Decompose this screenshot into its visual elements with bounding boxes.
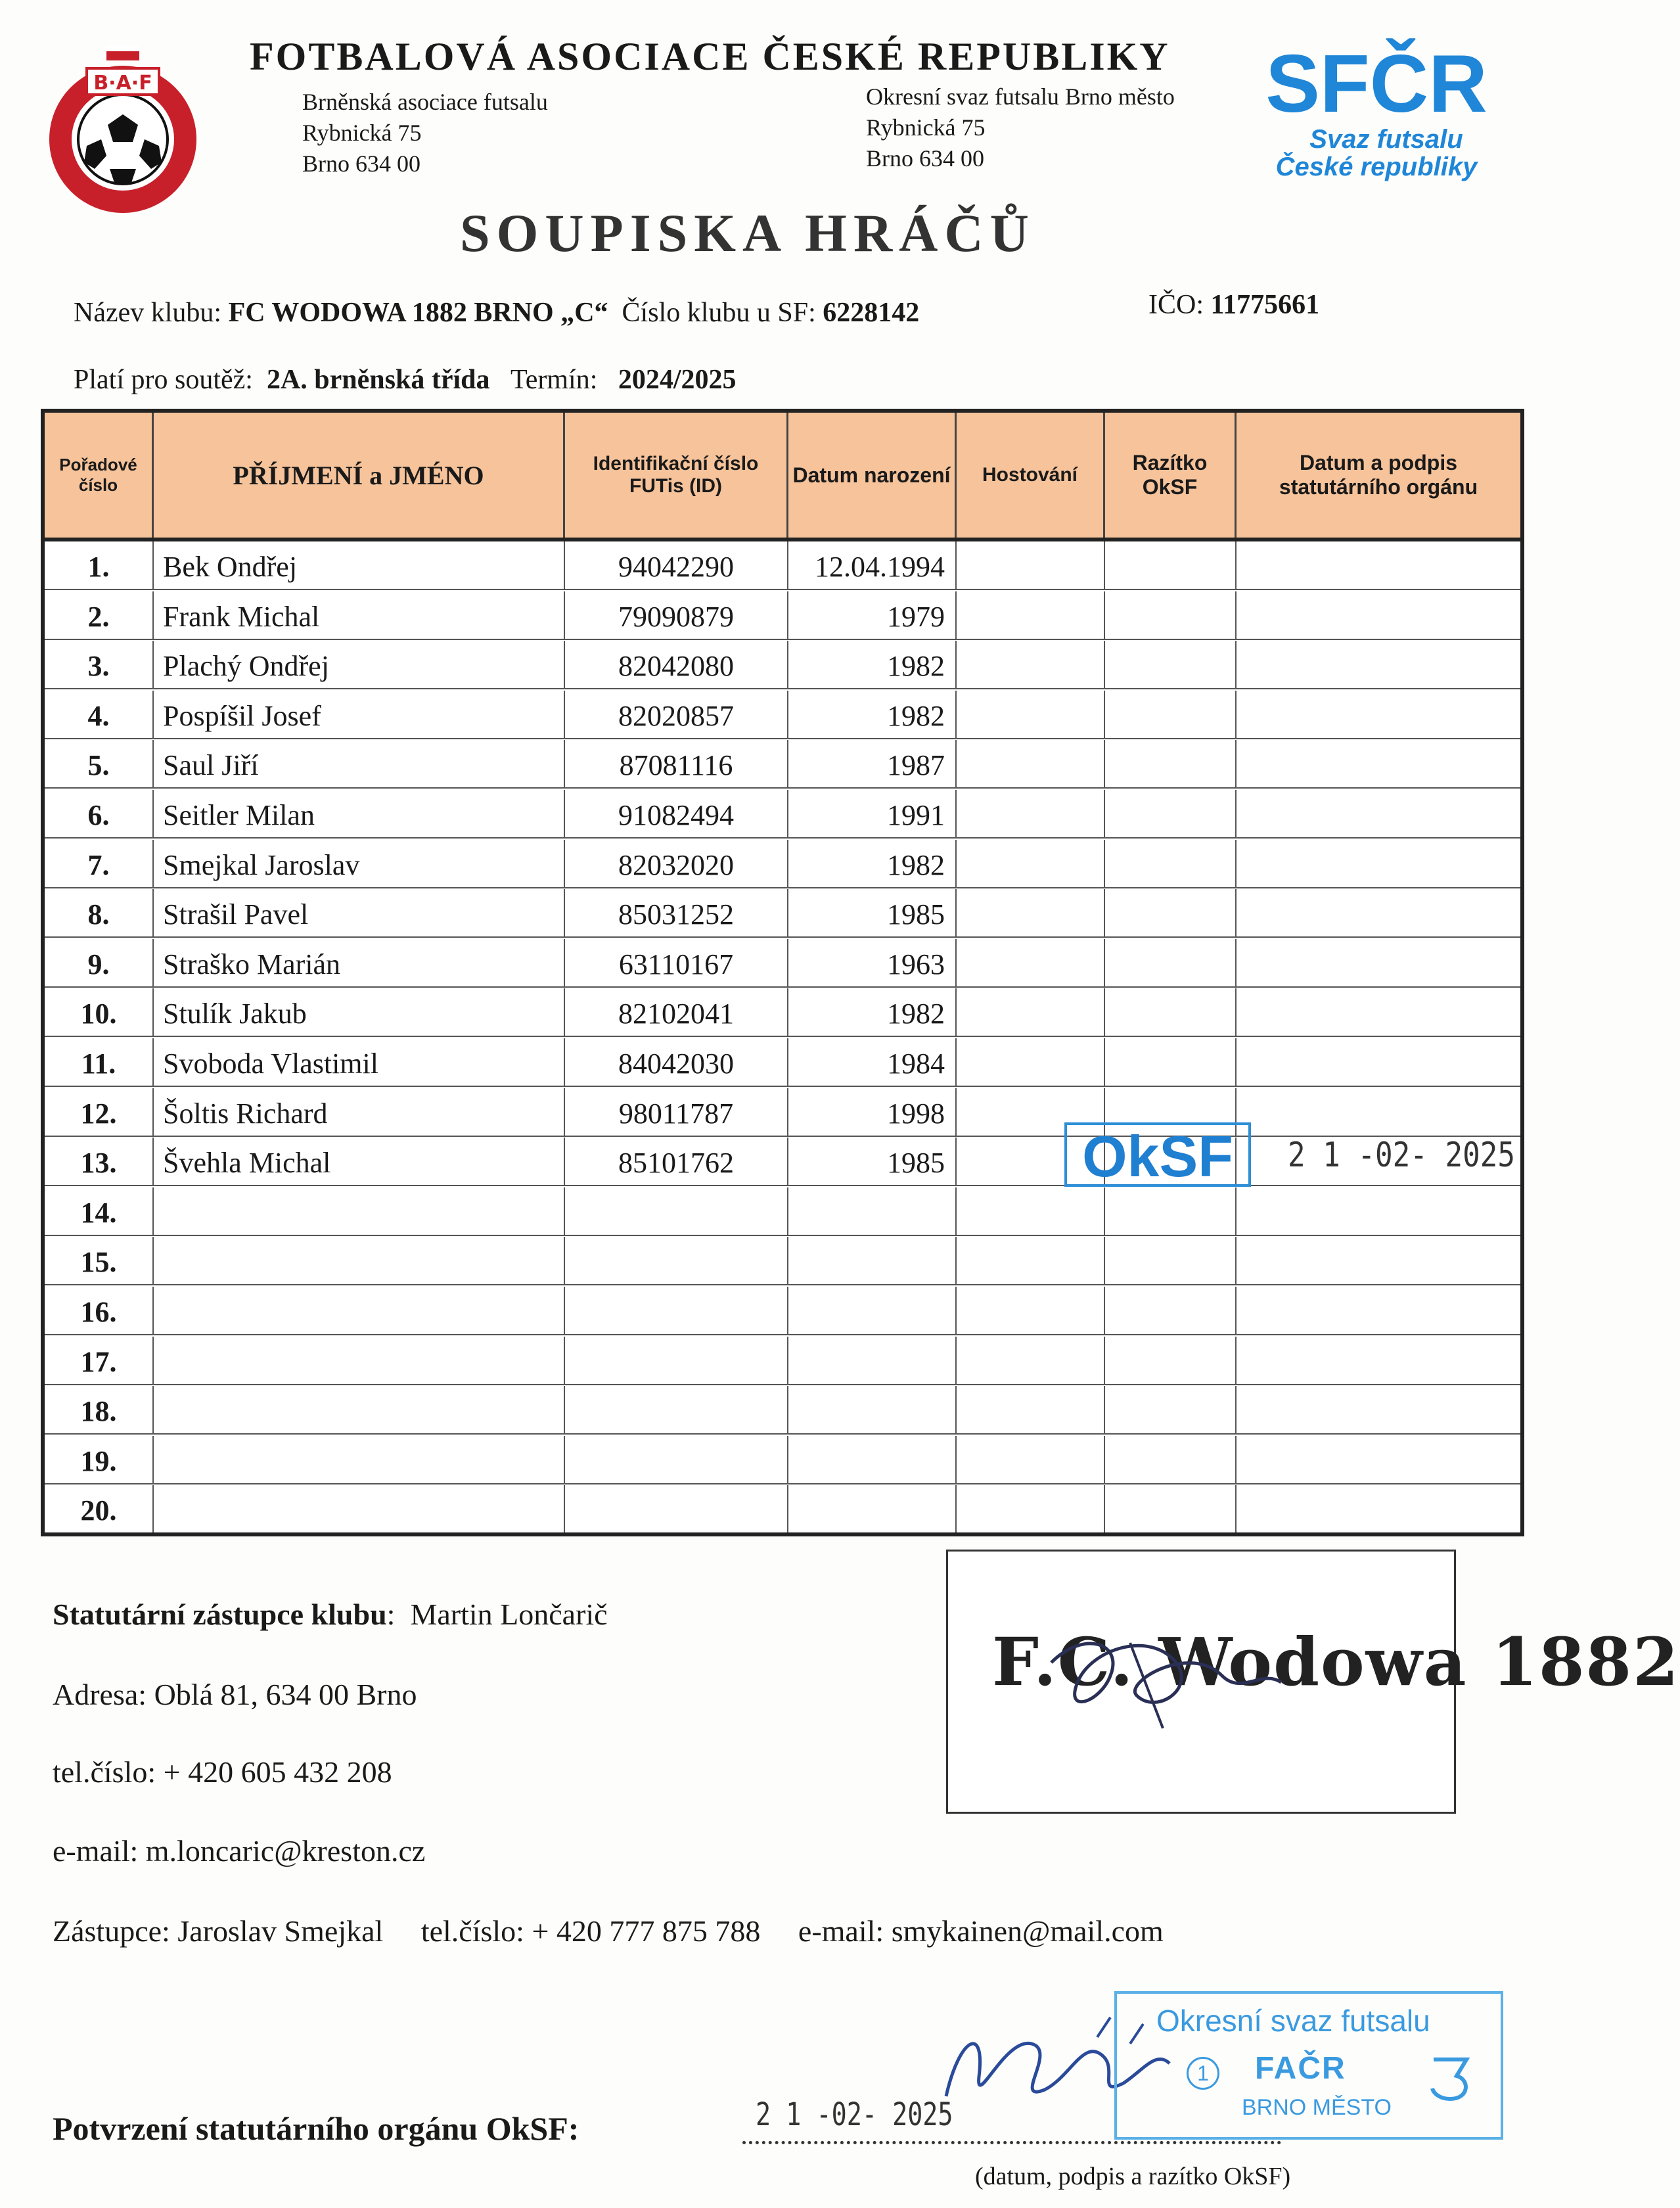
cell-birth	[788, 1436, 957, 1483]
cell-loan	[957, 1187, 1105, 1235]
cell-birth	[788, 1485, 957, 1532]
cell-loan	[957, 1386, 1105, 1433]
cell-signature	[1237, 1237, 1520, 1284]
table-row	[45, 591, 1520, 640]
cell-signature	[1237, 1287, 1520, 1334]
cell-name	[154, 1337, 565, 1384]
cell-name	[154, 1187, 565, 1235]
cell-signature	[1237, 691, 1520, 738]
cell-stamp	[1105, 1436, 1237, 1483]
cell-loan	[957, 1287, 1105, 1334]
sfcr-logo-line2: České republiky	[1275, 152, 1478, 181]
cell-signature	[1237, 740, 1520, 787]
confirmation-note: (datum, podpis a razítko OkSF)	[975, 2163, 1291, 2190]
cell-birth	[788, 1237, 957, 1284]
cell-id	[565, 1287, 788, 1334]
cell-stamp	[1105, 889, 1237, 936]
official-stamp-number: 1	[1187, 2057, 1219, 2090]
sfcr-logo	[1258, 36, 1495, 187]
col-header-id: Identifikační číslo FUTis (ID)	[565, 413, 788, 538]
cell-loan	[957, 1038, 1105, 1086]
cell-birth: 1998	[788, 1088, 957, 1136]
phone-label: tel.číslo:	[53, 1755, 156, 1789]
cell-name: Seitler Milan	[154, 790, 565, 837]
cell-stamp	[1105, 988, 1237, 1036]
cell-order: 3.	[45, 641, 154, 688]
cell-name: Bek Ondřej	[154, 541, 565, 589]
cell-birth: 1985	[788, 889, 957, 936]
cell-signature	[1237, 541, 1520, 589]
oksf-stamp: OkSF	[1064, 1122, 1251, 1187]
statutory-rep-name: Martin Lončarič	[410, 1598, 608, 1631]
table-row	[45, 641, 1520, 689]
table-row	[45, 1287, 1520, 1335]
cell-stamp	[1105, 1187, 1237, 1235]
cell-name	[154, 1287, 565, 1334]
cell-order: 13.	[45, 1138, 154, 1185]
club-stamp: F.C. Wodowa 1882	[992, 1623, 1680, 1701]
oksf-stamp-date: 2 1 -02- 2025	[1288, 1136, 1515, 1175]
cell-signature	[1237, 1187, 1520, 1235]
cell-birth	[788, 1337, 957, 1384]
cell-order: 18.	[45, 1386, 154, 1433]
table-header	[45, 413, 1520, 541]
confirmation-label: Potvrzení statutárního orgánu OkSF:	[53, 2110, 579, 2147]
cell-name	[154, 1436, 565, 1483]
cell-loan	[957, 740, 1105, 787]
cell-loan	[957, 840, 1105, 887]
cell-signature	[1237, 889, 1520, 936]
cell-stamp	[1105, 1485, 1237, 1532]
baf-logo	[41, 34, 205, 218]
address-line	[53, 1677, 417, 1712]
email-value: m.loncaric@kreston.cz	[145, 1834, 426, 1868]
cell-order: 10.	[45, 988, 154, 1036]
table-row	[45, 691, 1520, 739]
cell-stamp	[1105, 641, 1237, 688]
club-name-label: Název klubu:	[74, 298, 222, 328]
cell-stamp	[1105, 1237, 1237, 1284]
deputy-email: smykainen@mail.com	[891, 1914, 1164, 1948]
deputy-phone-label: tel.číslo:	[420, 1914, 524, 1948]
cell-name: Straško Marián	[154, 939, 565, 986]
address-value: Oblá 81, 634 00 Brno	[154, 1678, 417, 1711]
cell-signature	[1237, 1436, 1520, 1483]
col-header-stamp: Razítko OkSF	[1105, 413, 1237, 538]
deputy-phone: + 420 777 875 788	[532, 1914, 761, 1948]
cell-order: 1.	[45, 541, 154, 589]
cell-name: Plachý Ondřej	[154, 641, 565, 688]
cell-stamp	[1105, 1337, 1237, 1384]
cell-loan	[957, 790, 1105, 837]
cell-signature	[1237, 1038, 1520, 1086]
cell-id: 98011787	[565, 1088, 788, 1136]
cell-name: Smejkal Jaroslav	[154, 840, 565, 887]
left-org-address	[302, 87, 548, 179]
cell-birth: 1987	[788, 740, 957, 787]
col-header-order: Pořadové číslo	[45, 413, 154, 538]
cell-id	[565, 1237, 788, 1284]
col-header-signature: Datum a podpis statutárního orgánu	[1279, 451, 1478, 499]
confirmation-dotted-line	[742, 2141, 1281, 2144]
sfcr-logo-mark: SFČR	[1265, 39, 1487, 129]
table-row	[45, 1237, 1520, 1285]
table-row	[45, 1436, 1520, 1484]
cell-id	[565, 1337, 788, 1384]
official-stamp-line3: BRNO MĚSTO	[1242, 2095, 1392, 2120]
cell-stamp	[1105, 790, 1237, 837]
club-signature	[1025, 1603, 1301, 1735]
official-stamp-emblem-icon	[1420, 2046, 1480, 2105]
cell-loan	[957, 1436, 1105, 1483]
cell-signature	[1237, 840, 1520, 887]
table-row	[45, 1386, 1520, 1435]
cell-signature	[1237, 790, 1520, 837]
competition-value: 2A. brněnská třída	[266, 365, 490, 395]
official-stamp-line2: FAČR	[1255, 2051, 1346, 2086]
official-stamp-line1: Okresní svaz futsalu	[1156, 2004, 1430, 2038]
federation-title: FOTBALOVÁ ASOCIACE ČESKÉ REPUBLIKY	[250, 35, 1170, 78]
roster-table	[41, 409, 1524, 1536]
col-header-loan: Hostování	[957, 413, 1105, 538]
deputy-name: Jaroslav Smejkal	[177, 1914, 384, 1948]
cell-id: 91082494	[565, 790, 788, 837]
cell-name: Strašil Pavel	[154, 889, 565, 936]
cell-loan	[957, 1237, 1105, 1284]
cell-stamp	[1105, 591, 1237, 639]
cell-order: 7.	[45, 840, 154, 887]
statutory-rep-label: Statutární zástupce klubu	[53, 1598, 387, 1631]
table-row	[45, 740, 1520, 789]
term-label: Termín:	[511, 365, 598, 395]
cell-loan	[957, 1337, 1105, 1384]
cell-birth: 1982	[788, 641, 957, 688]
table-row	[45, 1485, 1520, 1534]
cell-signature	[1237, 591, 1520, 639]
cell-birth: 1991	[788, 790, 957, 837]
table-row	[45, 939, 1520, 988]
cell-id: 87081116	[565, 740, 788, 787]
cell-loan	[957, 541, 1105, 589]
cell-signature	[1237, 988, 1520, 1036]
cell-id	[565, 1187, 788, 1235]
cell-id: 85101762	[565, 1138, 788, 1185]
deputy-line	[53, 1914, 1164, 1948]
cell-signature	[1237, 1386, 1520, 1433]
cell-stamp	[1105, 1038, 1237, 1086]
table-row	[45, 1337, 1520, 1385]
cell-order: 11.	[45, 1038, 154, 1086]
sf-number-label: Číslo klubu u SF:	[622, 298, 816, 328]
cell-loan	[957, 1485, 1105, 1532]
cell-stamp	[1105, 1386, 1237, 1433]
sf-number: 6228142	[823, 298, 920, 328]
cell-id	[565, 1386, 788, 1433]
table-row	[45, 790, 1520, 839]
cell-stamp	[1105, 541, 1237, 589]
cell-signature	[1237, 1485, 1520, 1532]
table-body	[45, 541, 1520, 1532]
left-org-name: Brněnská asociace futsalu	[302, 89, 548, 115]
cell-loan	[957, 889, 1105, 936]
right-org-city: Brno 634 00	[866, 145, 984, 172]
table-row	[45, 840, 1520, 888]
cell-order: 9.	[45, 939, 154, 986]
cell-loan	[957, 988, 1105, 1036]
cell-name	[154, 1485, 565, 1532]
term-value: 2024/2025	[618, 365, 737, 395]
cell-id: 79090879	[565, 591, 788, 639]
cell-order: 8.	[45, 889, 154, 936]
cell-name: Frank Michal	[154, 591, 565, 639]
right-org-street: Rybnická 75	[866, 114, 986, 141]
cell-id: 82042080	[565, 641, 788, 688]
cell-order: 12.	[45, 1088, 154, 1136]
cell-loan	[957, 641, 1105, 688]
cell-stamp	[1105, 939, 1237, 986]
statutory-rep-line: Statutární zástupce klubu: Martin Lončarič	[53, 1598, 608, 1631]
cell-id: 94042290	[565, 541, 788, 589]
competition-label: Platí pro soutěž:	[74, 365, 253, 395]
cell-birth	[788, 1386, 957, 1433]
cell-name: Svoboda Vlastimil	[154, 1038, 565, 1086]
table-row	[45, 1088, 1520, 1137]
cell-signature	[1237, 1337, 1520, 1384]
right-org-name: Okresní svaz futsalu Brno město	[866, 83, 1175, 110]
cell-birth	[788, 1187, 957, 1235]
deputy-label: Zástupce:	[53, 1914, 170, 1948]
cell-order: 17.	[45, 1337, 154, 1384]
left-org-city: Brno 634 00	[302, 150, 420, 177]
cell-birth: 1984	[788, 1038, 957, 1086]
cell-name	[154, 1386, 565, 1433]
cell-signature	[1237, 939, 1520, 986]
cell-id: 82020857	[565, 691, 788, 738]
cell-order: 2.	[45, 591, 154, 639]
club-info-line	[74, 297, 919, 329]
table-row	[45, 1187, 1520, 1236]
cell-birth: 1982	[788, 840, 957, 887]
cell-signature	[1237, 1088, 1520, 1136]
cell-order: 19.	[45, 1436, 154, 1483]
ico-line	[1148, 289, 1319, 321]
sfcr-logo-line1: Svaz futsalu	[1309, 125, 1463, 154]
cell-id: 82032020	[565, 840, 788, 887]
email-label: e-mail:	[53, 1834, 139, 1868]
cell-birth	[788, 1287, 957, 1334]
cell-loan	[957, 939, 1105, 986]
cell-id: 63110167	[565, 939, 788, 986]
cell-order: 6.	[45, 790, 154, 837]
cell-id	[565, 1485, 788, 1532]
table-row	[45, 988, 1520, 1037]
phone-line	[53, 1755, 392, 1789]
right-org-address	[866, 81, 1175, 174]
cell-birth: 1985	[788, 1138, 957, 1185]
cell-name: Švehla Michal	[154, 1138, 565, 1185]
club-name: FC WODOWA 1882 BRNO „C“	[228, 298, 608, 328]
confirmation-date: 2 1 -02- 2025	[756, 2096, 953, 2133]
cell-id	[565, 1436, 788, 1483]
cell-birth: 1982	[788, 691, 957, 738]
cell-name	[154, 1237, 565, 1284]
col-header-birth: Datum narození	[788, 413, 957, 538]
cell-order: 14.	[45, 1187, 154, 1235]
deputy-email-label: e-mail:	[798, 1914, 884, 1948]
cell-name: Šoltis Richard	[154, 1088, 565, 1136]
cell-name: Pospíšil Josef	[154, 691, 565, 738]
ico-value: 11775661	[1210, 290, 1320, 320]
cell-id: 84042030	[565, 1038, 788, 1086]
cell-stamp	[1105, 840, 1237, 887]
cell-name: Stulík Jakub	[154, 988, 565, 1036]
cell-id: 82102041	[565, 988, 788, 1036]
cell-id: 85031252	[565, 889, 788, 936]
official-stamp	[1114, 1991, 1503, 2140]
address-label: Adresa:	[53, 1678, 147, 1711]
competition-line	[74, 364, 737, 396]
ico-label: IČO:	[1148, 290, 1204, 320]
cell-order: 5.	[45, 740, 154, 787]
cell-loan	[957, 691, 1105, 738]
baf-logo-text: B·A·F	[93, 72, 152, 95]
cell-name: Saul Jiří	[154, 740, 565, 787]
cell-order: 20.	[45, 1485, 154, 1532]
cell-loan	[957, 591, 1105, 639]
cell-birth: 1982	[788, 988, 957, 1036]
cell-order: 16.	[45, 1287, 154, 1334]
email-line	[53, 1833, 425, 1868]
cell-birth: 12.04.1994	[788, 541, 957, 589]
cell-signature	[1237, 641, 1520, 688]
col-header-name: PŘÍJMENÍ a JMÉNO	[154, 413, 565, 538]
cell-order: 4.	[45, 691, 154, 738]
cell-birth: 1979	[788, 591, 957, 639]
cell-birth: 1963	[788, 939, 957, 986]
cell-stamp	[1105, 740, 1237, 787]
left-org-street: Rybnická 75	[302, 120, 422, 146]
table-row	[45, 1038, 1520, 1087]
cell-stamp	[1105, 691, 1237, 738]
table-row	[45, 541, 1520, 590]
document-title: SOUPISKA HRÁČŮ	[460, 203, 1035, 263]
table-row	[45, 889, 1520, 938]
cell-stamp	[1105, 1287, 1237, 1334]
cell-order: 15.	[45, 1237, 154, 1284]
phone-value: + 420 605 432 208	[163, 1755, 392, 1789]
